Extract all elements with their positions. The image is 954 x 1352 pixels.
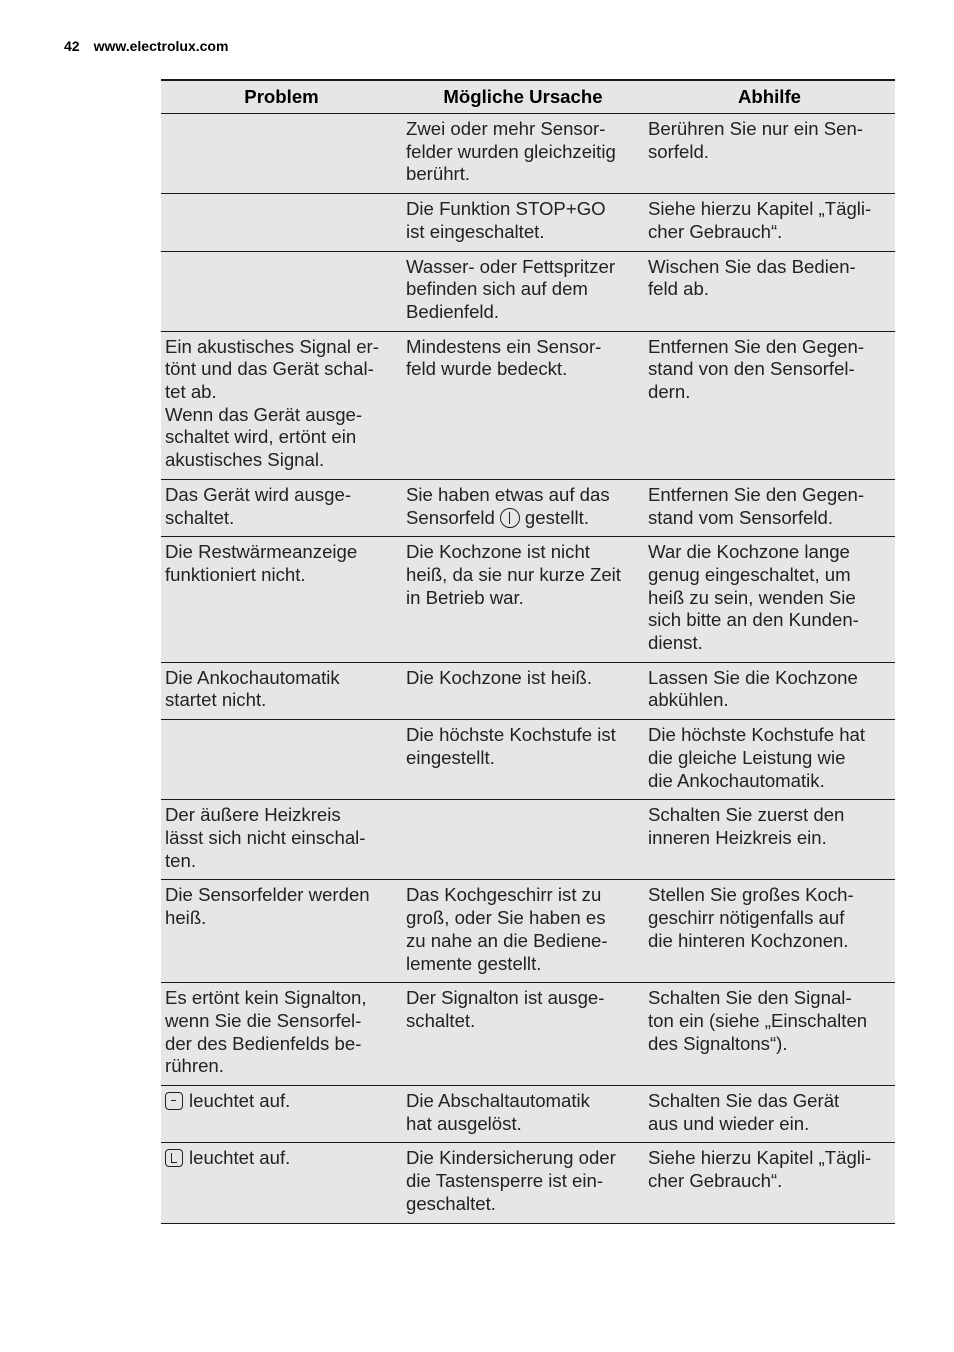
problem-cell: [161, 1143, 402, 1223]
minus-display-icon: [165, 1092, 183, 1110]
problem-cell: Das Gerät wird ausge- schaltet.: [161, 479, 402, 536]
page-header: [64, 38, 228, 54]
website-link[interactable]: www.electrolux.com: [93, 38, 229, 54]
problem-cell: [161, 194, 402, 251]
table-row: [161, 251, 895, 331]
problem-cell: Ein akustisches Signal er- tönt und das Gerät schal- tet ab. Wenn das Gerät ausge- schaltet wird, ertönt ein akustisches Signal.: [161, 331, 402, 479]
problem-cell: [161, 1086, 402, 1143]
column-header-remedy: Abhilfe: [644, 80, 895, 114]
remedy-cell: Schalten Sie zuerst den inneren Heizkreis ein.: [644, 800, 895, 880]
remedy-cell: Stellen Sie großes Koch- geschirr nötigenfalls auf die hinteren Kochzonen.: [644, 880, 895, 983]
problem-cell: Es ertönt kein Signalton, wenn Sie die Sensorfel- der des Bedienfelds be- rühren.: [161, 983, 402, 1086]
page-number: 42: [64, 38, 80, 54]
cause-cell: Das Kochgeschirr ist zu groß, oder Sie haben es zu nahe an die Bediene- lemente gestellt.: [402, 880, 644, 983]
cause-text: Sie haben etwas auf das Sensorfeld: [406, 483, 610, 528]
problem-cell: Die Ankochautomatik startet nicht.: [161, 662, 402, 719]
table-header-row: [161, 80, 895, 114]
problem-text: leuchtet auf.: [189, 1090, 291, 1112]
problem-cell: Die Sensorfelder werden heiß.: [161, 880, 402, 983]
child-lock-display-icon: [165, 1149, 183, 1167]
problem-cell: Der äußere Heizkreis lässt sich nicht einschal- ten.: [161, 800, 402, 880]
table-row: [161, 537, 895, 663]
problem-text: leuchtet auf.: [189, 1147, 291, 1169]
table-row: [161, 1143, 895, 1223]
cause-cell: Zwei oder mehr Sensor- felder wurden gleichzeitig berührt.: [402, 114, 644, 194]
remedy-cell: Entfernen Sie den Gegen- stand vom Sensorfeld.: [644, 479, 895, 536]
cause-cell: Die Kindersicherung oder die Tastensperre ist ein- geschaltet.: [402, 1143, 644, 1223]
cause-cell: Mindestens ein Sensor- feld wurde bedeckt.: [402, 331, 644, 479]
table-row: [161, 800, 895, 880]
cause-cell: Die Funktion STOP+GO ist eingeschaltet.: [402, 194, 644, 251]
cause-cell: [402, 479, 644, 536]
table-row: [161, 662, 895, 719]
table-row: [161, 720, 895, 800]
remedy-cell: War die Kochzone lange genug eingeschaltet, um heiß zu sein, wenden Sie sich bitte an den Kunden- dienst.: [644, 537, 895, 663]
table-row: [161, 114, 895, 194]
power-icon: [500, 508, 520, 528]
cause-cell: Der Signalton ist ausge- schaltet.: [402, 983, 644, 1086]
problem-cell: [161, 720, 402, 800]
table-row: [161, 331, 895, 479]
table-row: [161, 983, 895, 1086]
remedy-cell: Schalten Sie das Gerät aus und wieder ein.: [644, 1086, 895, 1143]
cause-cell: [402, 800, 644, 880]
cause-text-end: gestellt.: [524, 506, 589, 528]
problem-cell: Die Restwärmeanzeige funktioniert nicht.: [161, 537, 402, 663]
problem-cell: [161, 114, 402, 194]
remedy-cell: Lassen Sie die Kochzone abkühlen.: [644, 662, 895, 719]
cause-cell: Die Abschaltautomatik hat ausgelöst.: [402, 1086, 644, 1143]
remedy-cell: Berühren Sie nur ein Sen- sorfeld.: [644, 114, 895, 194]
cause-cell: Die Kochzone ist heiß.: [402, 662, 644, 719]
table-row: [161, 479, 895, 536]
table-row: [161, 194, 895, 251]
remedy-cell: Wischen Sie das Bedien- feld ab.: [644, 251, 895, 331]
cause-cell: Wasser- oder Fettspritzer befinden sich auf dem Bedienfeld.: [402, 251, 644, 331]
remedy-cell: Entfernen Sie den Gegen- stand von den Sensorfel- dern.: [644, 331, 895, 479]
column-header-problem: Problem: [161, 80, 402, 114]
table-row: [161, 1086, 895, 1143]
remedy-cell: Schalten Sie den Signal- ton ein (siehe „Einschalten des Signaltons“).: [644, 983, 895, 1086]
troubleshooting-table: [161, 79, 895, 1224]
column-header-cause: Mögliche Ursache: [402, 80, 644, 114]
cause-cell: Die höchste Kochstufe ist eingestellt.: [402, 720, 644, 800]
problem-cell: [161, 251, 402, 331]
table-row: [161, 880, 895, 983]
remedy-cell: Siehe hierzu Kapitel „Tägli- cher Gebrauch“.: [644, 194, 895, 251]
remedy-cell: Siehe hierzu Kapitel „Tägli- cher Gebrauch“.: [644, 1143, 895, 1223]
cause-cell: Die Kochzone ist nicht heiß, da sie nur kurze Zeit in Betrieb war.: [402, 537, 644, 663]
remedy-cell: Die höchste Kochstufe hat die gleiche Leistung wie die Ankochautomatik.: [644, 720, 895, 800]
